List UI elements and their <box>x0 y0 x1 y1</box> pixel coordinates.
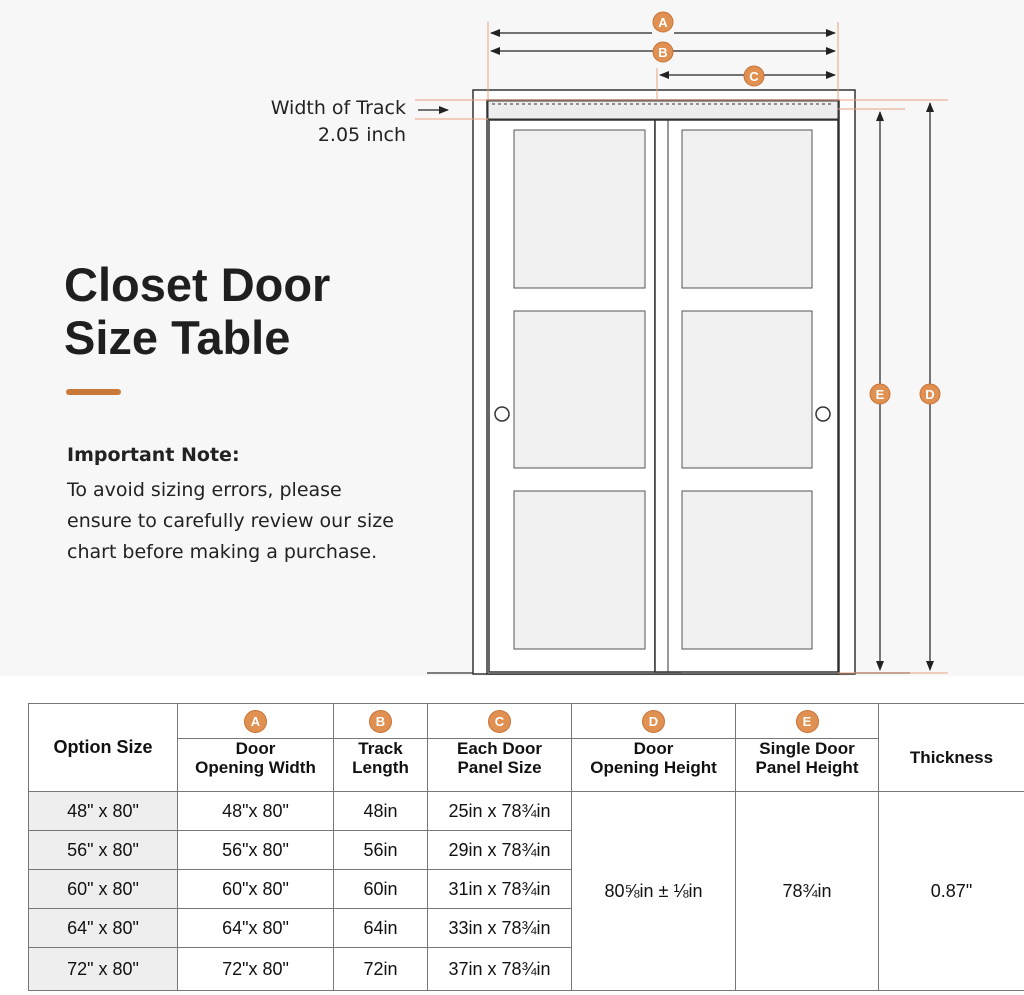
door-opening-height-value: 80⅝in ± ⅛in <box>572 792 736 991</box>
opening-width-cell: 56"x 80" <box>178 831 334 870</box>
accent-bar <box>66 389 121 395</box>
column-badge-b: B <box>334 704 428 739</box>
column-badge-e: E <box>736 704 879 739</box>
track-length-cell: 64in <box>334 909 428 948</box>
page-title <box>64 258 330 364</box>
track-length-cell: 48in <box>334 792 428 831</box>
badge-e <box>870 384 890 404</box>
svg-text:E: E <box>875 387 885 402</box>
title-line1: Closet Door <box>64 258 331 311</box>
option-size-cell: 64" x 80" <box>29 909 178 948</box>
panel-size-cell: 37in x 78¾in <box>428 948 572 991</box>
svg-text:B: B <box>658 45 668 60</box>
single-panel-height-value: 78¾in <box>736 792 879 991</box>
opening-width-cell: 48"x 80" <box>178 792 334 831</box>
option-size-cell: 56" x 80" <box>29 831 178 870</box>
badge-c <box>744 66 764 86</box>
track-length-cell: 56in <box>334 831 428 870</box>
track-width-label <box>271 95 406 149</box>
opening-width-cell: 72"x 80" <box>178 948 334 991</box>
badge-d <box>920 384 940 404</box>
option-size-cell: 72" x 80" <box>29 948 178 991</box>
badge-b <box>653 42 673 62</box>
svg-text:D: D <box>925 387 935 402</box>
door-opening-width-header: Door Opening Width <box>178 739 334 792</box>
thickness-value: 0.87" <box>879 792 1024 991</box>
option-size-cell: 48" x 80" <box>29 792 178 831</box>
title-line2: Size Table <box>64 311 291 364</box>
track-length-header: Track Length <box>334 739 428 792</box>
track-length-cell: 60in <box>334 870 428 909</box>
opening-width-cell: 60"x 80" <box>178 870 334 909</box>
right-door-panel <box>655 120 838 672</box>
column-badge-a: A <box>178 704 334 739</box>
panel-size-cell: 25in x 78¾in <box>428 792 572 831</box>
panel-size-cell: 31in x 78¾in <box>428 870 572 909</box>
right-handle <box>816 407 830 421</box>
svg-text:C: C <box>749 69 759 84</box>
size-table <box>28 703 1024 991</box>
track-width-value: 2.05 inch <box>317 124 406 146</box>
option-size-header: Option Size <box>29 704 178 792</box>
column-badge-c: C <box>428 704 572 739</box>
column-badge-d: D <box>572 704 736 739</box>
left-handle <box>495 407 509 421</box>
option-size-cell: 60" x 80" <box>29 870 178 909</box>
badge-a <box>652 12 674 34</box>
track-length-cell: 72in <box>334 948 428 991</box>
door-opening-height-header: Door Opening Height <box>572 739 736 792</box>
thickness-header: Thickness <box>879 704 1024 792</box>
panel-size-header: Each Door Panel Size <box>428 739 572 792</box>
panel-size-cell: 33in x 78¾in <box>428 909 572 948</box>
left-door-panel <box>489 120 680 672</box>
note-body: To avoid sizing errors, please ensure to carefully review our size chart before making a purchase. <box>67 479 394 563</box>
table-row <box>29 792 1024 831</box>
opening-width-cell: 64"x 80" <box>178 909 334 948</box>
note-title: Important Note: <box>67 444 240 466</box>
single-panel-height-header: Single Door Panel Height <box>736 739 879 792</box>
panel-size-cell: 29in x 78¾in <box>428 831 572 870</box>
track-width-label-line1: Width of Track <box>270 97 406 119</box>
svg-text:A: A <box>658 15 668 30</box>
